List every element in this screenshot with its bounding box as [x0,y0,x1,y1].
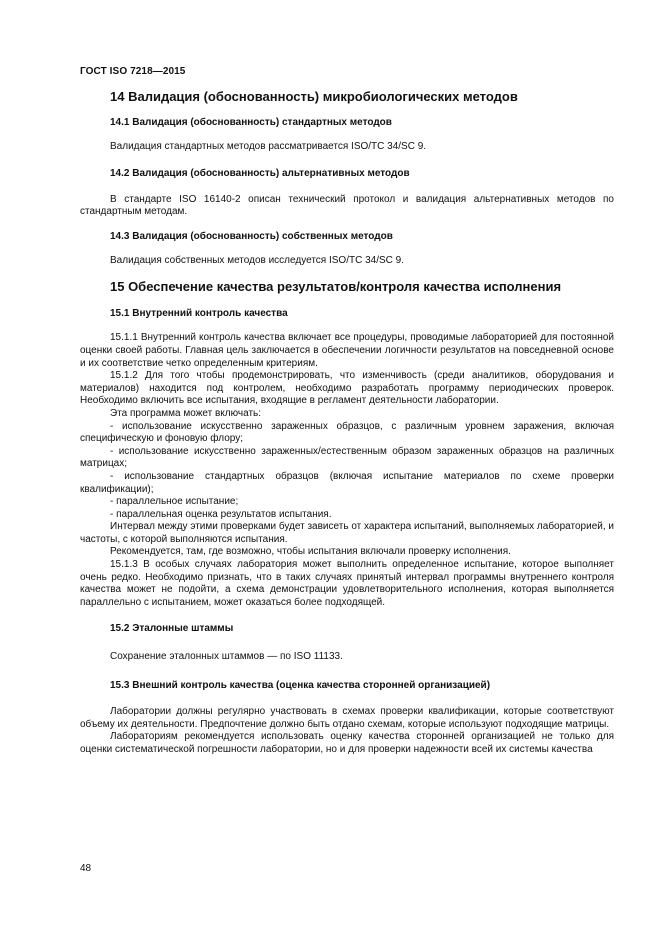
recommendation-paragraph: Рекомендуется, там, где возможно, чтобы испытания включали проверку исполнения. [110,546,511,558]
paragraph-15-1-1: 15.1.1 Внутренний контроль качества включает все процедуры, проводимые лабораторией для постоянной оценки своей работы. Главная цель заключается в обеспечении логичности результатов на повседневной основе и их соответствие четко определенным критериям. [80,332,614,369]
section-15-1-heading: 15.1 Внутренний контроль качества [110,308,288,320]
section-15-3-paragraph-2: Лабораториям рекомендуется использовать оценку качества сторонней организацией не только для оценки систематической погрешности лаборатории, но и для проверки надежности всей их системы качества [80,731,614,755]
section-15-3-heading: 15.3 Внешний контроль качества (оценка качества сторонней организацией) [110,680,491,692]
program-intro: Эта программа может включать: [110,407,262,419]
section-15-2-text: Сохранение эталонных штаммов — по ISO 11133. [110,651,343,663]
section-14-3-text: Валидация собственных методов исследуется ISO/TC 34/SC 9. [110,254,404,266]
section-15-3-paragraph-1: Лаборатории должны регулярно участвовать в схемах проверки квалификации, которые соответствуют объему их деятельности. Предпочтение должно быть отдано схемам, которые используют подходящие матрицы. [80,706,614,730]
section-14-heading: 14 Валидация (обоснованность) микробиологических методов [110,89,518,104]
program-item-4: - параллельное испытание; [110,496,239,508]
section-14-3-heading: 14.3 Валидация (обоснованность) собственных методов [110,230,393,242]
program-item-3: - использование стандартных образцов (включая испытание материалов по схеме проверки квалификации); [80,470,614,495]
section-14-1-heading: 14.1 Валидация (обоснованность) стандартных методов [110,117,392,128]
program-item-1: - использование искусственно зараженных образцов, с различным уровнем заражения, включая специфическую и фоновую флору; [80,420,614,445]
section-15-2-heading: 15.2 Эталонные штаммы [110,623,234,635]
page-number: 48 [80,863,92,874]
section-15-heading: 15 Обеспечение качества результатов/контроля качества исполнения [110,279,562,295]
program-item-2: - использование искусственно зараженных/естественным образом зараженных образцов на различных матрицах; [80,445,614,470]
program-item-5: - параллельная оценка результатов испытания. [110,508,332,520]
paragraph-15-1-3: 15.1.3 В особых случаях лаборатория может выполнить определенное испытание, которое выполняет очень редко. Необходимо признать, что в таких случаях принятый интервал программы внутреннего контроля качества может не подойти, а схема демонстрации удовлетворительного исполнения, которая выполняется параллельно с испытанием, может оказаться более подходящей. [80,559,614,608]
interval-paragraph: Интервал между этими проверками будет зависеть от характера испытаний, выполняемых лабораторией, и частоты, с которой выполняются испытания. [80,521,614,545]
page-content [80,89,614,756]
section-14-2-text: В стандарте ISO 16140-2 описан технический протокол и валидация альтернативных методов по стандартным методам. [80,193,614,218]
section-14-1-text: Валидация стандартных методов рассматривается ISO/TC 34/SC 9. [110,141,427,152]
section-14-2-heading: 14.2 Валидация (обоснованность) альтернативных методов [110,167,410,179]
document-code: ГОСТ ISO 7218—2015 [80,66,186,77]
paragraph-15-1-2: 15.1.2 Для того чтобы продемонстрировать, что изменчивость (среди аналитиков, оборудования и материалов) находится под контролем, необходимо разработать программу периодических проверок. Необходимо включить все испытания, входящие в регламент деятельности лаборатории. [80,370,614,407]
